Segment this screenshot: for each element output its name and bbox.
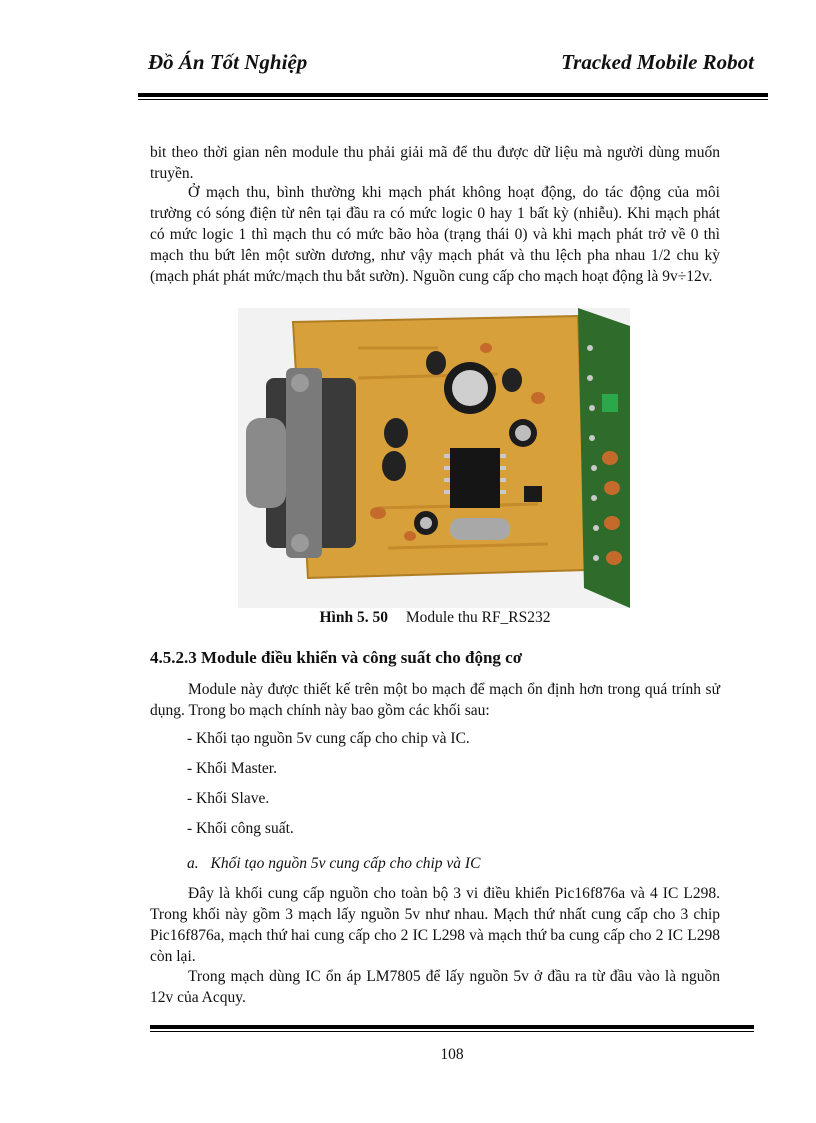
header-title-left: Đồ Án Tốt Nghiệp — [148, 50, 308, 74]
header-rule-thick — [138, 93, 768, 97]
figure-photo — [238, 308, 630, 608]
bullet-item: - Khối công suất. — [187, 820, 294, 837]
paragraph-1: bit theo thời gian nên module thu phải giải mã để thu được dữ liệu mà người dùng muốn truyền. — [150, 144, 720, 182]
subsection-title: Khối tạo nguồn 5v cung cấp cho chip và IC — [210, 855, 481, 872]
rf-module-photo — [238, 308, 630, 608]
paragraph-5: Trong mạch dùng IC ổn áp LM7805 để lấy nguồn 5v ở đầu ra từ đầu vào là nguồn 12v của Acquy. — [150, 968, 720, 1006]
footer-rule-thin — [150, 1031, 754, 1032]
paragraph-3: Module này được thiết kế trên một bo mạch để mạch ổn định hơn trong quá trính sử dụng. Trong bo mạch chính này bao gồm các khối sau: — [150, 681, 720, 719]
figure-caption-text: Module thu RF_RS232 — [405, 609, 551, 626]
footer-rule-thick — [150, 1025, 754, 1029]
figure-number: Hình 5. 50 — [319, 609, 388, 626]
paragraph-4: Đây là khối cung cấp nguồn cho toàn bộ 3 vi điều khiển Pic16f876a và 4 IC L298. Trong khối này gồm 3 mạch lấy nguồn 5v như nhau. Mạch thứ nhất cung cấp cho 3 chip Pic16f876a, mạch thứ hai cung cấp cho 2 IC L298 và mạch thứ ba cung cấp cho 2 IC L298 còn lại. — [150, 885, 720, 965]
header-title-right: Tracked Mobile Robot — [561, 50, 754, 74]
figure-caption — [150, 609, 720, 627]
bullet-item: - Khối tạo nguồn 5v cung cấp cho chip và IC. — [187, 730, 470, 747]
page-number: 108 — [440, 1046, 464, 1063]
subsection-heading — [187, 855, 488, 873]
bullet-item: - Khối Master. — [187, 760, 277, 777]
paragraph-2: Ở mạch thu, bình thường khi mạch phát không hoạt động, do tác động của môi trường có sóng điện từ nên tại đầu ra có mức logic 0 hay 1 bất kỳ (nhiễu). Khi mạch phát có mức logic 1 thì mạch thu có mức bão hòa (trạng thái 0) và khi mạch phát trở về 0 thì mạch thu bứt lên một sườn dương, như vậy mạch phát và thu lệch pha nhau 1/2 chu kỳ (mạch phát phát mức/mạch thu bắt sườn). Nguồn cung cấp cho mạch hoạt động là 9v÷12v. — [150, 184, 720, 285]
header-rule-thin — [138, 99, 768, 100]
subsection-marker: a. — [187, 855, 199, 872]
section-heading: 4.5.2.3 Module điều khiển và công suất cho động cơ — [150, 648, 523, 667]
bullet-item: - Khối Slave. — [187, 790, 270, 807]
